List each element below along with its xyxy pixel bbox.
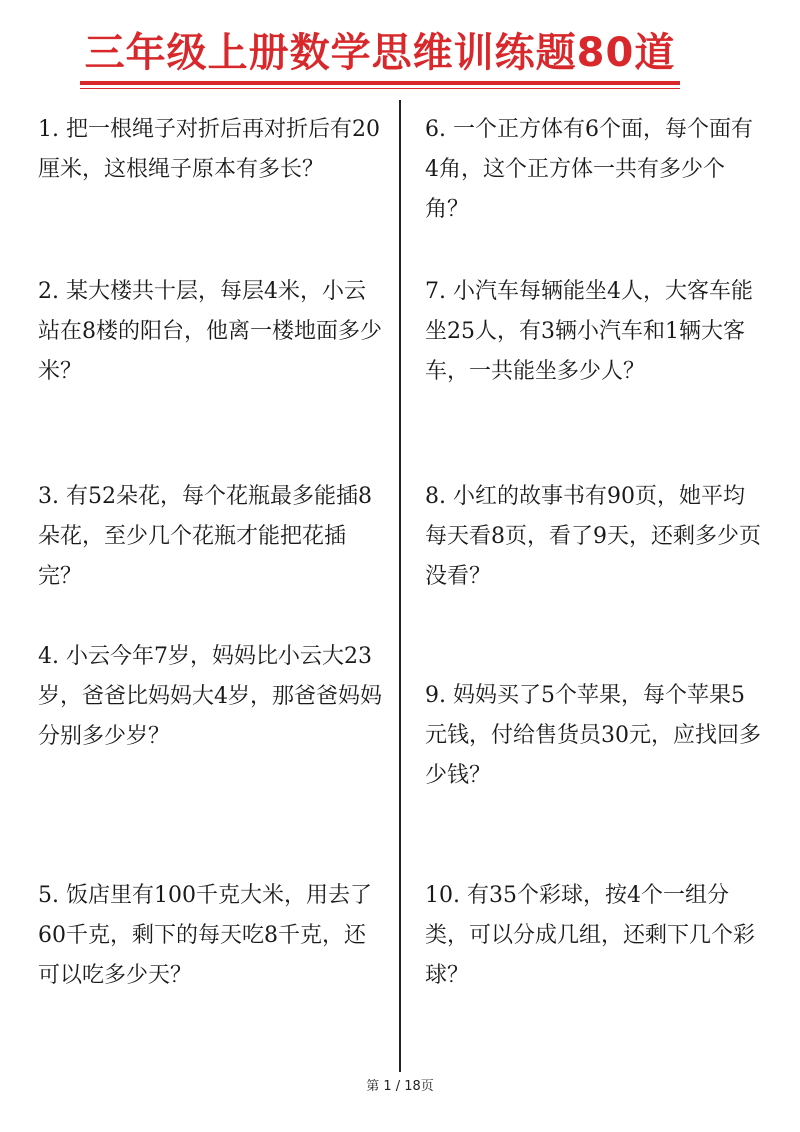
question-10: 10. 有35个彩球，按4个一组分类，可以分成几组，还剩下几个彩球？ xyxy=(425,883,756,988)
title-underline-thin xyxy=(80,88,680,89)
question-3: 3. 有52朵花，每个花瓶最多能插8朵花，至少几个花瓶才能把花插完？ xyxy=(38,484,372,589)
question-7: 7. 小汽车每辆能坐4人，大客车能坐25人，有3辆小汽车和1辆大客车，一共能坐多少人？ xyxy=(425,279,753,384)
title-underline-thick xyxy=(80,81,680,85)
page-title: 三年级上册数学思维训练题80道 xyxy=(84,30,676,76)
question-6: 6. 一个正方体有6个面，每个面有4角，这个正方体一共有多少个角？ xyxy=(425,117,753,222)
question-1: 1. 把一根绳子对折后再对折后有20厘米，这根绳子原本有多长？ xyxy=(38,117,380,182)
question-8: 8. 小红的故事书有90页，她平均每天看8页，看了9天，还剩多少页没看？ xyxy=(425,484,761,589)
question-2: 2. 某大楼共十层，每层4米，小云站在8楼的阳台，他离一楼地面多少米？ xyxy=(38,279,382,384)
page-number: 第 1 / 18页 xyxy=(366,1079,434,1094)
question-5: 5. 饭店里有100千克大米，用去了60千克，剩下的每天吃8千克，还可以吃多少天？ xyxy=(38,883,372,988)
question-4: 4. 小云今年7岁，妈妈比小云大23岁，爸爸比妈妈大4岁，那爸爸妈妈分别多少岁？ xyxy=(38,644,382,749)
question-9: 9. 妈妈买了5个苹果，每个苹果5元钱，付给售货员30元，应找回多少钱？ xyxy=(425,683,761,788)
column-divider xyxy=(399,100,401,1072)
